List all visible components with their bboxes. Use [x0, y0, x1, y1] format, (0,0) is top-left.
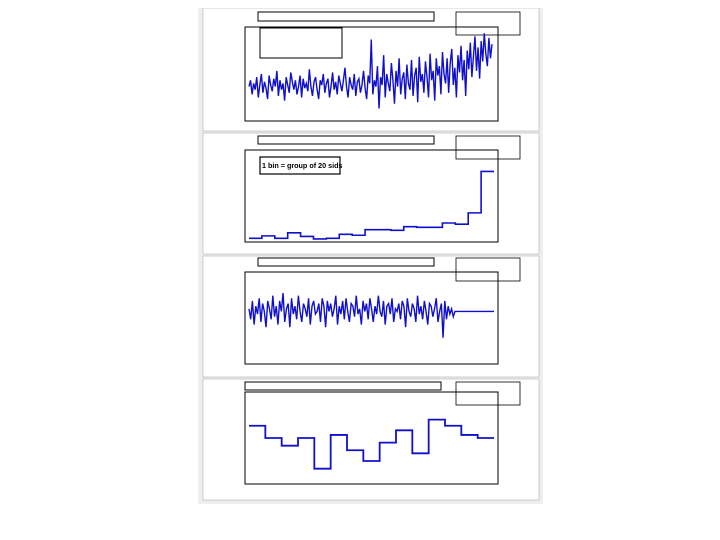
panel-3-stats-box: [456, 258, 520, 281]
panel-4: [203, 379, 539, 500]
figure-canvas: [198, 8, 543, 504]
panel-1-title-box: [258, 12, 434, 21]
panel-3: [203, 256, 539, 377]
panel-1: [203, 8, 539, 131]
document-page: [198, 8, 543, 504]
panel-3-title-box: [258, 258, 434, 266]
panel-1-annotation-box: [260, 28, 342, 58]
panel-2-annotation-text: 1 bin = group of 20 sids: [262, 161, 343, 170]
panel-2-stats-box: [456, 136, 520, 159]
panel-2: [203, 133, 539, 254]
panel-1-stats-box: [456, 12, 520, 35]
panel-2-title-box: [258, 136, 434, 144]
panel-4-title-box: [245, 382, 441, 390]
panel-4-stats-box: [456, 382, 520, 405]
